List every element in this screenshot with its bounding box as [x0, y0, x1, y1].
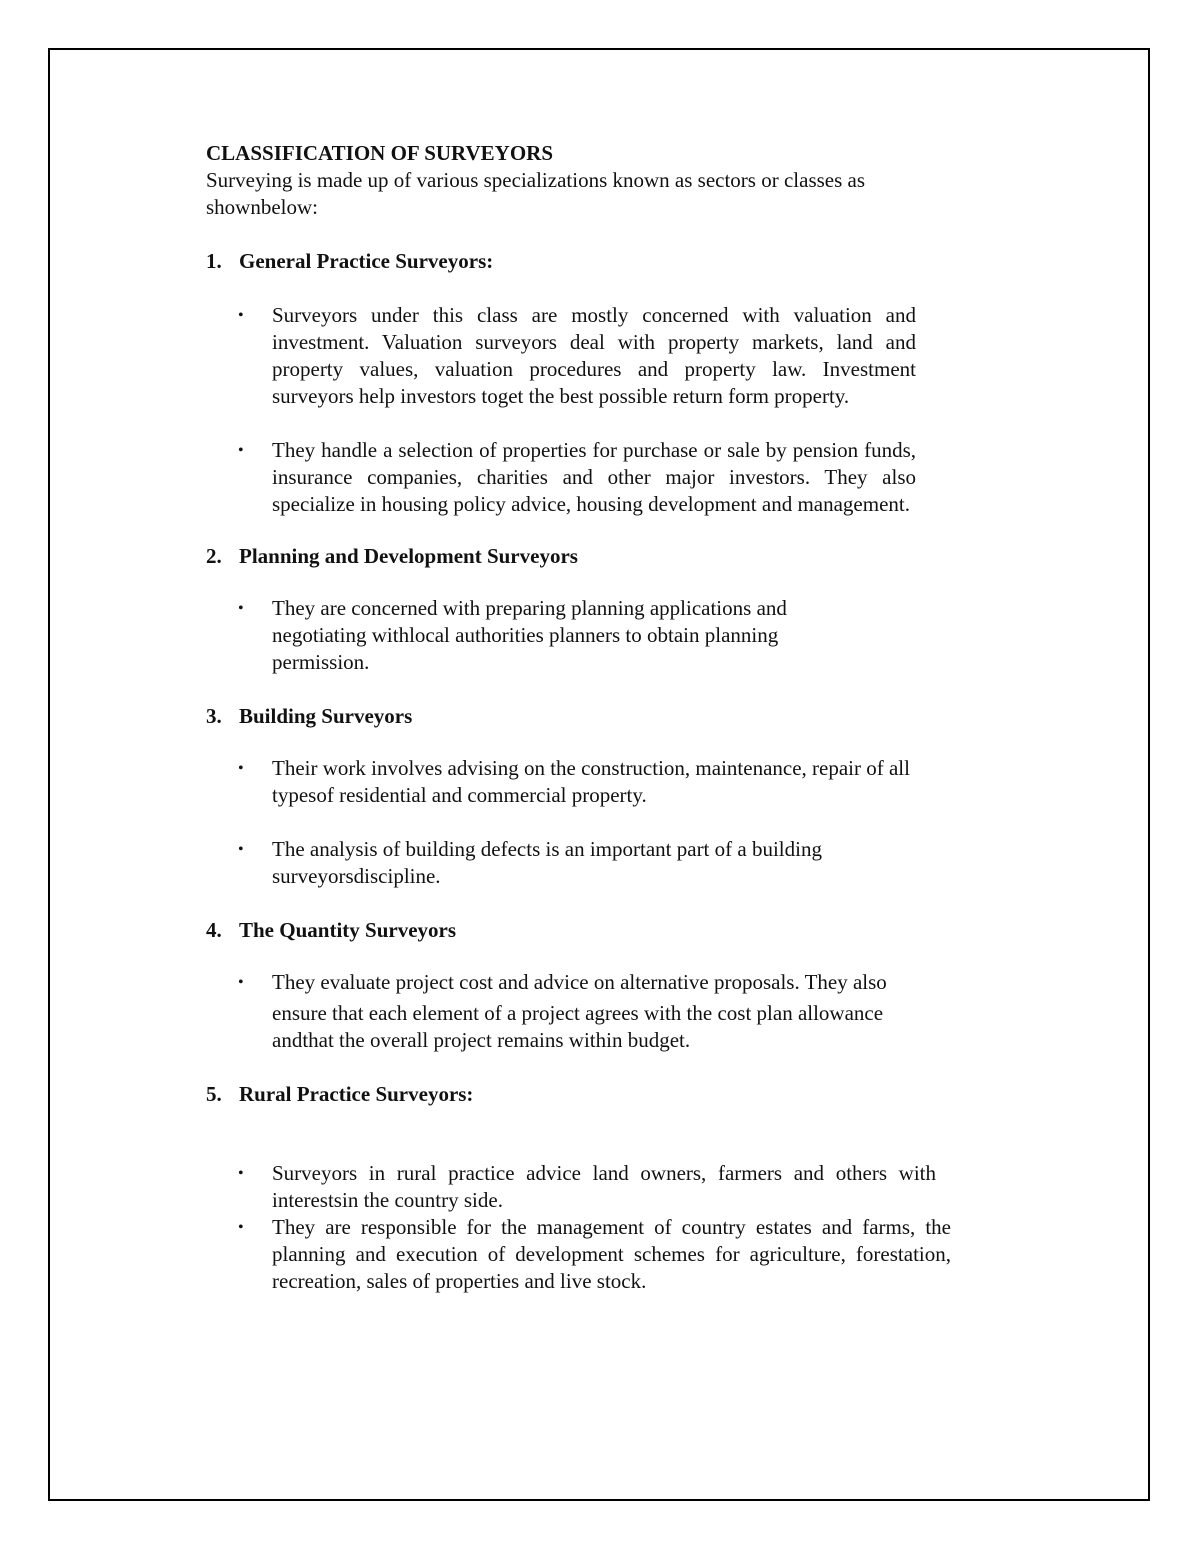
section-building [206, 703, 966, 890]
bullet-text: They are responsible for the management of country estates and farms, the planning and execution of development schemes for agriculture, forestation, recreation, sales of properties and live stock. [272, 1215, 951, 1293]
bullet-list [206, 302, 966, 518]
section-number: 3. [206, 704, 222, 728]
list-item [206, 969, 966, 996]
bullet-text: ensure that each element of a project agrees with the cost plan allowance andthat the overall project remains within budget. [272, 1001, 884, 1052]
list-item [206, 1160, 936, 1214]
section-number: 5. [206, 1082, 222, 1106]
bullet-text: They evaluate project cost and advice on alternative proposals. They also [272, 970, 887, 994]
section-quantity [206, 917, 966, 1054]
section-planning-development [206, 543, 966, 676]
section-heading [206, 703, 966, 730]
bullet-icon: • [238, 1165, 244, 1182]
list-item [206, 437, 916, 518]
list-item [206, 755, 941, 809]
section-heading [206, 543, 966, 570]
bullet-text: Surveyors in rural practice advice land owners, farmers and others with interestsin the country side. [272, 1161, 936, 1212]
list-item [206, 302, 916, 410]
section-number: 2. [206, 544, 222, 568]
document-title: CLASSIFICATION OF SURVEYORS [206, 141, 553, 165]
section-title: Planning and Development Surveyors [239, 544, 578, 568]
bullet-icon: • [238, 442, 244, 459]
section-heading [206, 1081, 966, 1108]
section-title: Building Surveyors [239, 704, 413, 728]
section-title: The Quantity Surveyors [239, 918, 457, 942]
bullet-list [206, 755, 966, 890]
section-heading [206, 248, 966, 275]
section-number: 1. [206, 249, 222, 273]
bullet-icon: • [238, 1219, 244, 1236]
bullet-text: They are concerned with preparing planning applications and negotiating withlocal authorities planners to obtain planning permission. [272, 596, 787, 674]
section-number: 4. [206, 918, 222, 942]
bullet-icon: • [238, 600, 244, 617]
bullet-list [206, 595, 966, 676]
section-heading [206, 917, 966, 944]
list-item [206, 1214, 951, 1295]
section-general-practice [206, 248, 966, 518]
bullet-text: They handle a selection of properties for purchase or sale by pension funds, insurance companies, charities and other major investors. They also specialize in housing policy advice, housing development and management. [272, 438, 916, 516]
bullet-icon: • [238, 841, 244, 858]
section-title: General Practice Surveyors: [239, 249, 494, 273]
bullet-text: The analysis of building defects is an important part of a building surveyorsdiscipline. [272, 837, 822, 888]
list-item [206, 595, 856, 676]
section-title: Rural Practice Surveyors: [239, 1082, 474, 1106]
bullet-text: Surveyors under this class are mostly concerned with valuation and investment. Valuation surveyors deal with property markets, land and property values, valuation procedures and property law. Investment surveyors help investors toget the best possible return form property. [272, 303, 916, 408]
bullet-icon: • [238, 760, 244, 777]
bullet-list [206, 969, 966, 1054]
section-rural-practice [206, 1081, 966, 1295]
list-item [206, 836, 906, 890]
intro-paragraph: Surveying is made up of various specializations known as sectors or classes as shownbelow: [206, 168, 866, 219]
bullet-text: Their work involves advising on the construction, maintenance, repair of all typesof residential and commercial property. [272, 756, 910, 807]
bullet-icon: • [238, 974, 244, 991]
bullet-list [206, 1160, 966, 1295]
bullet-icon: • [238, 307, 244, 324]
list-item [206, 1000, 886, 1054]
document-body [206, 140, 966, 1295]
